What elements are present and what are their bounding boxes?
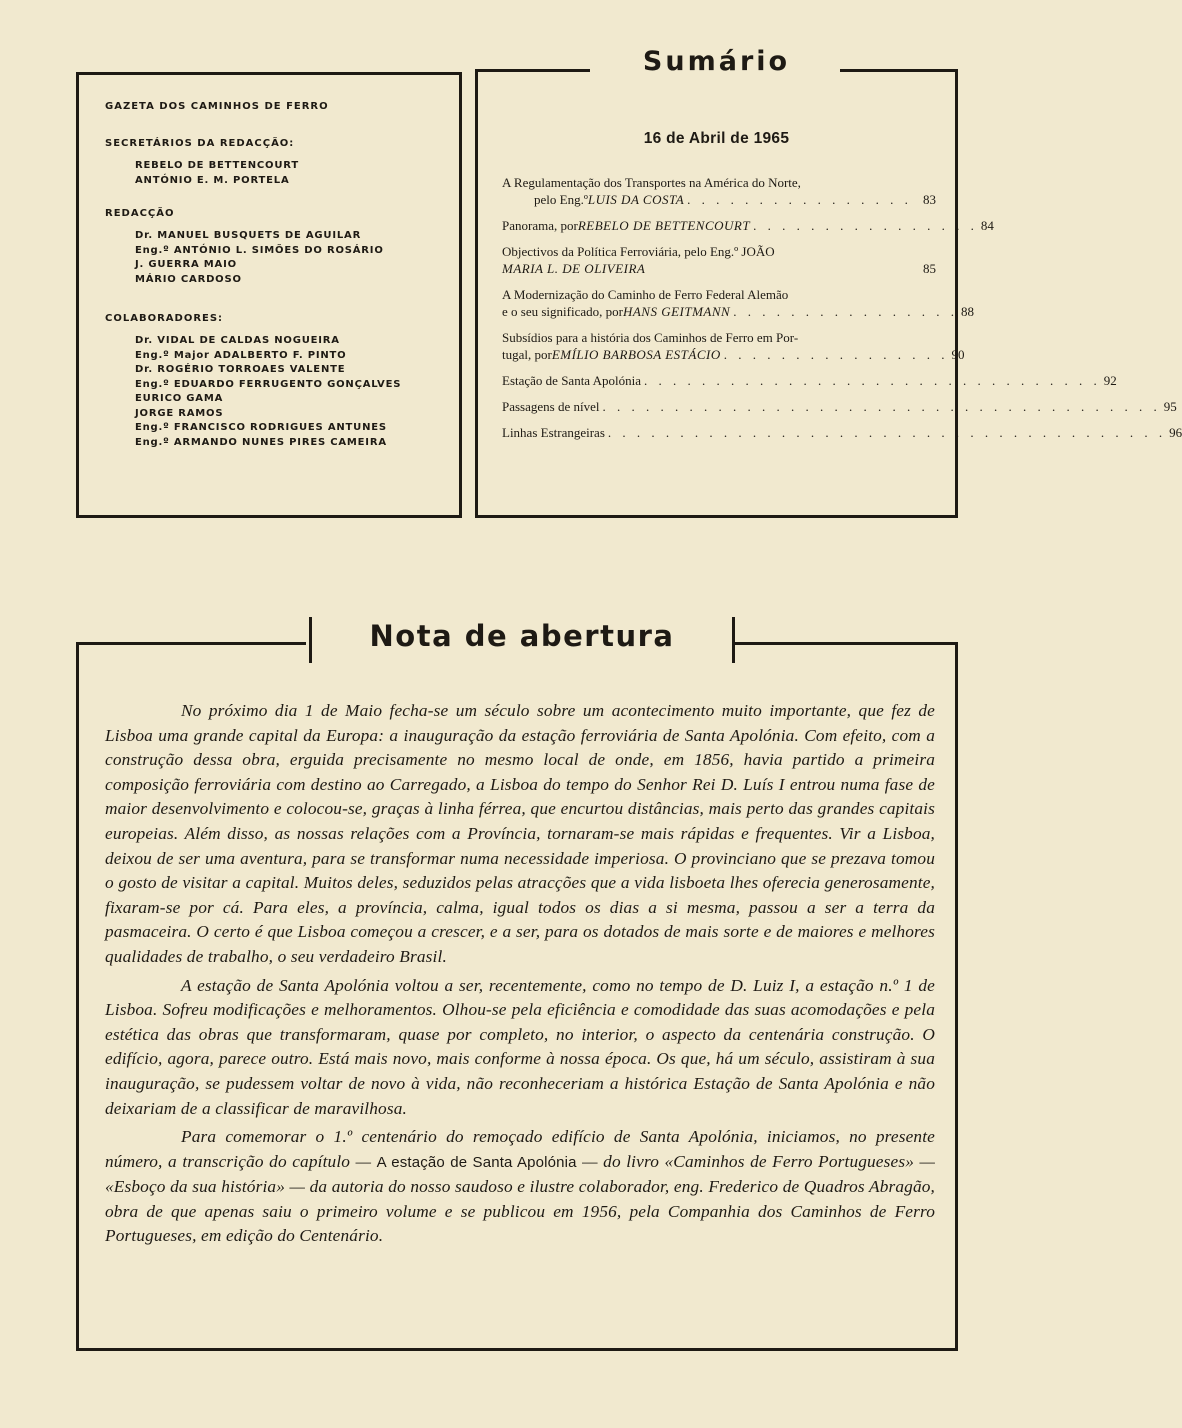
- summary-box: [475, 46, 1182, 518]
- toc-entry-title: Passagens de nível: [502, 399, 600, 414]
- toc-page-number: 88: [960, 304, 974, 319]
- colaborador-name: Dr. ROGÉRIO TORROAES VALENTE: [135, 364, 346, 375]
- leader-dots: . . . . . . . . . . . . . . . .: [733, 304, 958, 319]
- paragraph: [105, 1125, 935, 1249]
- toc-entry-author: LUIS DA COSTA: [587, 192, 685, 207]
- toc-entry-title: Objectivos da Política Ferroviária, pelo Eng.º JOÃO: [502, 244, 775, 259]
- colaborador-name: Eng.º ARMANDO NUNES PIRES CAMEIRA: [135, 436, 387, 448]
- toc-entry-author: REBELO DE BETTENCOURT: [577, 218, 751, 233]
- toc-entry-title: A Modernização do Caminho de Ferro Federal Alemão: [502, 287, 789, 302]
- toc-entry-title: Subsídios para a história dos Caminhos de Ferro em Por-: [502, 330, 799, 345]
- paragraph-text: Para comemorar o 1.º centenário do remoçado edifício de Santa Apolónia, iniciamos, no presente número, a transcrição do capítulo —: [105, 1127, 935, 1171]
- leader-dots: . . . . . . . . . . . . . . . . . . . . . . . . . . . . . . . . . . . . . . .: [607, 425, 1167, 440]
- toc-entry[interactable]: [502, 329, 965, 363]
- issue-date: 16 de Abril de 1965: [643, 130, 790, 147]
- secretary-name: REBELO DE BETTENCOURT: [135, 160, 299, 171]
- toc-entry[interactable]: [502, 286, 974, 320]
- chapter-title: A estação de Santa Apolónia: [376, 1153, 577, 1171]
- opening-note-box: [76, 619, 958, 1351]
- paragraph: No próximo dia 1 de Maio fecha-se um século sobre um acontecimento muito importante, que fez de Lisboa uma grande capital da Europa: a inauguração da estação ferroviária de Santa Apolónia. Com efeito, com a construção dessa obra, erguida precisamente no mesmo local de onde, em 1856, havia partido a primeira composição ferroviária com destino ao Carregado, a Lisboa do tempo do Senhor Rei D. Luís I entrou numa fase de maior desenvolvimento e colocou-se, graças à linha férrea, que encurtou distâncias, mais perto das grandes capitais europeias. Além disso, as nossas relações com a Província, tornaram-se mais rápidas e frequentes. Vir a Lisboa, deixou de ser uma aventura, para se transformar numa necessidade imperiosa. O provinciano que se prezava tomou o gosto de visitar a capital. Muitos deles, seduzidos pelas atracções que a vida lisboeta lhes oferecia generosamente, fixaram-se por cá. Para eles, a província, calma, igual todos os dias a si mesma, passou a ser a terra da pasmaceira. O certo é que Lisboa começou a crescer, e a ser, para os dotados de mais sorte e de maiores e melhores qualidades de trabalho, o seu verdadeiro Brasil.: [105, 701, 935, 966]
- summary-title: Sumário: [642, 46, 791, 77]
- leader-dots: . . . . . . . . . . . . . . . . . . . . . . . . . . . . . . . . . . . . . . .: [602, 399, 1161, 414]
- toc-page-number: 85: [923, 261, 936, 276]
- redaccao-name: J. GUERRA MAIO: [135, 259, 237, 270]
- leader-dots: . . . . . . . . . . . . . . . .: [687, 192, 912, 207]
- toc-entry[interactable]: [502, 174, 936, 208]
- toc-entry[interactable]: [502, 217, 994, 234]
- colaborador-name: Eng.º Major ADALBERTO F. PINTO: [135, 349, 347, 361]
- opening-note-title: Nota de abertura: [369, 619, 675, 653]
- colaborador-name: Eng.º EDUARDO FERRUGENTO GONÇALVES: [135, 378, 402, 390]
- leader-dots: . . . . . . . . . . . . . . . .: [723, 347, 949, 362]
- leader-dots: [645, 260, 918, 277]
- colaborador-name: EURICO GAMA: [135, 393, 224, 404]
- toc-page-number: 96: [1169, 425, 1182, 440]
- toc-page-number: 83: [923, 192, 936, 207]
- toc-entry-title: Panorama, por: [502, 218, 578, 233]
- toc-entry[interactable]: [502, 243, 936, 277]
- toc-entry-title: Estação de Santa Apolónia: [502, 373, 641, 388]
- toc-entry-title: A Regulamentação dos Transportes na América do Norte,: [502, 175, 801, 190]
- secretary-name: ANTÓNIO E. M. PORTELA: [135, 174, 290, 186]
- toc-entry-title: tugal, por: [502, 347, 552, 362]
- divider: [76, 642, 306, 645]
- toc-entry-author: MARIA L. DE OLIVEIRA: [502, 261, 646, 276]
- colaboradores-heading: COLABORADORES:: [105, 313, 224, 324]
- opening-note-body: [105, 699, 935, 1253]
- table-of-contents: [502, 174, 1182, 450]
- masthead-box: [76, 72, 462, 518]
- paragraph: A estação de Santa Apolónia voltou a ser, recentemente, como no tempo de D. Luiz I, a estação n.º 1 de Lisboa. Sofreu modificações e melhoramentos. Olhou-se pela eficiência e comodidade das suas acomodações e pela estética das obras que transformaram, quase por completo, no interior, o aspecto da centenária construção. O edifício, agora, parece outro. Está mais novo, mais conforme à nossa época. Os que, há um século, assistiram à sua inauguração, se pudessem voltar de novo à vida, não reconheceriam a histórica Estação de Santa Apolónia e não deixariam de a classificar de maravilhosa.: [105, 975, 935, 1118]
- toc-page-number: 95: [1163, 399, 1177, 414]
- toc-entry[interactable]: [502, 372, 1117, 389]
- redaccao-name: Dr. MANUEL BUSQUETS DE AGUILAR: [135, 230, 362, 241]
- secretaries-heading: SECRETÁRIOS DA REDACÇÃO:: [105, 138, 295, 149]
- divider: [732, 642, 958, 645]
- redaccao-name: MÁRIO CARDOSO: [135, 273, 242, 285]
- toc-entry[interactable]: [502, 398, 1177, 415]
- colaborador-name: JORGE RAMOS: [135, 407, 224, 419]
- leader-dots: . . . . . . . . . . . . . . . .: [753, 218, 978, 233]
- toc-entry-title: Linhas Estrangeiras: [502, 425, 605, 440]
- toc-entry[interactable]: [502, 424, 1182, 441]
- redaccao-name: Eng.º ANTÓNIO L. SIMÕES DO ROSÁRIO: [135, 244, 384, 256]
- redaccao-heading: REDACÇÃO: [105, 208, 175, 219]
- toc-page-number: 92: [1103, 373, 1117, 388]
- toc-page-number: 84: [980, 218, 994, 233]
- toc-page-number: 90: [951, 347, 965, 362]
- toc-entry-author: HANS GEITMANN: [622, 304, 731, 319]
- masthead-title: GAZETA DOS CAMINHOS DE FERRO: [105, 101, 329, 112]
- toc-entry-title: e o seu significado, por: [502, 304, 623, 319]
- colaborador-name: Dr. VIDAL DE CALDAS NOGUEIRA: [135, 335, 340, 346]
- leader-dots: . . . . . . . . . . . . . . . . . . . . . . . . . . . . . . . .: [644, 373, 1101, 388]
- paragraph-text: — do livro «Caminhos de Ferro Portugueses» — «Esboço da sua história» — da autoria do nosso saudoso e ilustre colaborador, eng. Frederico de Quadros Abragão, obra de que apenas saiu o primeiro volume e se publicou em 1956, pela Companhia dos Caminhos de Ferro Portugueses, em edição do Centenário.: [105, 1151, 936, 1246]
- opening-note-title-frame: [309, 617, 735, 663]
- colaborador-name: Eng.º FRANCISCO RODRIGUES ANTUNES: [135, 422, 387, 433]
- toc-entry-title: pelo Eng.º: [534, 192, 588, 207]
- toc-entry-author: EMÍLIO BARBOSA ESTÁCIO: [551, 347, 721, 362]
